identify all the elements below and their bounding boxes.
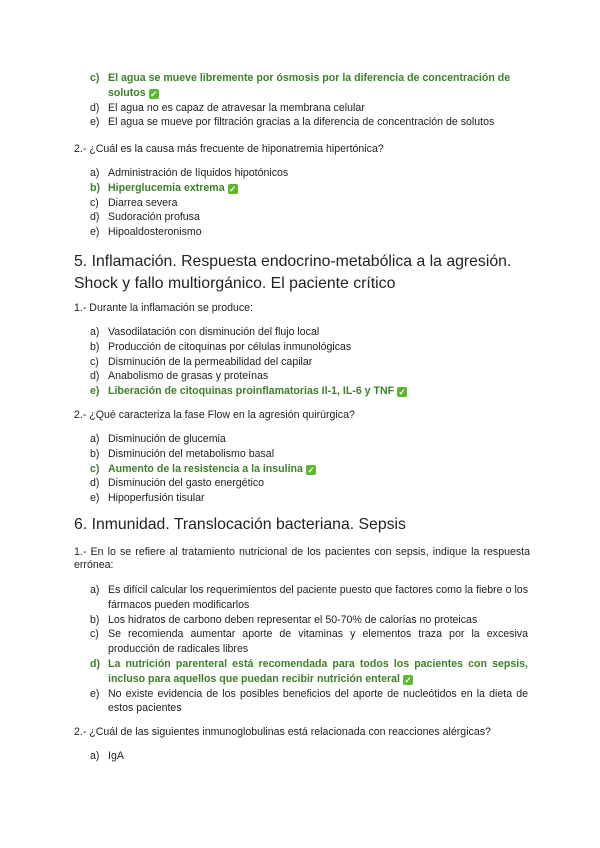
option-letter: c)	[90, 628, 99, 641]
section-5-title: 5. Inflamación. Respuesta endocrino-metabólica a la agresión. Shock y fallo multiorgánico. El paciente crítico	[74, 253, 512, 292]
option-letter: e)	[90, 226, 100, 239]
option-text: Disminución del gasto energético	[108, 477, 265, 490]
option-text: La nutrición parenteral está recomendada para todos los pacientes con sepsis, incluso para aquellos que puedan recibir nutrición enteral	[108, 657, 528, 685]
answer-option	[90, 225, 528, 240]
option-text: Se recomienda aumentar aporte de vitaminas y elementos traza por la excesiva producción de radicales libres	[108, 628, 528, 656]
option-text: Disminución de la permeabilidad del capilar	[108, 355, 313, 368]
answer-option	[90, 181, 528, 196]
check-mark-icon: ✓	[404, 674, 412, 685]
option-text: Hipoaldosteronismo	[108, 226, 202, 239]
option-letter: c)	[90, 355, 99, 368]
option-letter: a)	[90, 433, 100, 445]
option-text: Liberación de citoquinas proinflamatorias Il-1, IL-6 y TNF	[108, 385, 395, 398]
answer-option	[90, 476, 528, 491]
option-letter: d)	[90, 370, 100, 383]
option-text: Hiperglucemia extrema	[108, 181, 225, 194]
option-letter: a)	[90, 326, 100, 338]
option-text: Hipoperfusión tisular	[108, 492, 205, 505]
check-mark-icon: ✓	[229, 183, 237, 194]
option-text: Los hidratos de carbono deben representar el 50-70% de calorías no proteicas	[108, 613, 478, 626]
answer-option	[90, 325, 528, 340]
option-text: Vasodilatación con disminución del flujo local	[108, 326, 320, 338]
option-letter: a)	[90, 167, 100, 179]
option-text: El agua no es capaz de atravesar la membrana celular	[108, 101, 365, 114]
question-fase-flow: 2.- ¿Qué caracteriza la fase Flow en la agresión quirúrgica?	[74, 409, 355, 421]
option-letter: e)	[90, 687, 100, 700]
option-letter: c)	[90, 196, 99, 209]
option-letter: e)	[90, 492, 100, 505]
option-text: Disminución del metabolismo basal	[108, 447, 275, 460]
option-text: El agua se mueve libremente por ósmosis por la diferencia de concentración de solutos	[108, 72, 511, 99]
option-letter: c)	[90, 462, 100, 475]
option-letter: d)	[90, 657, 100, 670]
answer-option	[90, 196, 528, 211]
answer-option	[90, 687, 528, 717]
option-text: Producción de citoquinas por células inmunológicas	[108, 340, 352, 353]
answer-option	[90, 384, 528, 399]
option-text: No existe evidencia de los posibles beneficios del aporte de nucleótidos en la dieta de estos pacientes	[108, 687, 528, 715]
question-inflamacion: 1.- Durante la inflamación se produce:	[74, 302, 254, 314]
option-letter: b)	[90, 613, 100, 626]
check-mark-icon: ✓	[398, 387, 406, 398]
answer-option	[90, 432, 528, 447]
answer-option	[90, 462, 528, 477]
option-text: Diarrea severa	[108, 196, 178, 209]
answer-option	[90, 166, 528, 181]
option-letter: b)	[90, 447, 100, 460]
hiponatremia-options	[90, 166, 528, 240]
option-text: El agua se mueve por filtración gracias a la diferencia de concentración de solutos	[108, 116, 495, 129]
block1-options	[90, 71, 528, 130]
answer-option	[90, 369, 528, 384]
answer-option	[90, 749, 528, 764]
option-letter: c)	[90, 72, 100, 84]
option-text: Es difícil calcular los requerimientos del paciente puesto que factores como la fiebre o los fármacos pueden modificarlos	[108, 584, 528, 611]
question-sepsis: 1.- En lo se refiere al tratamiento nutricional de los pacientes con sepsis, indique la respuesta errónea:	[74, 546, 530, 571]
inmunoglobulinas-options	[90, 749, 528, 764]
check-mark-icon: ✓	[307, 464, 315, 475]
option-letter: b)	[90, 181, 100, 194]
option-letter: e)	[90, 116, 100, 129]
option-letter: e)	[90, 385, 100, 398]
answer-option	[90, 115, 528, 130]
section-6-title: 6. Inmunidad. Translocación bacteriana. Sepsis	[74, 516, 406, 533]
option-text: Aumento de la resistencia a la insulina	[108, 462, 303, 475]
option-letter: d)	[90, 211, 100, 224]
answer-option	[90, 657, 528, 687]
option-text: Sudoración profusa	[108, 211, 200, 224]
sepsis-options	[90, 583, 528, 716]
answer-option	[90, 447, 528, 462]
answer-option	[90, 355, 528, 370]
answer-option	[90, 627, 528, 657]
option-text: Anabolismo de grasas y proteínas	[108, 370, 269, 383]
answer-option	[90, 101, 528, 116]
option-letter: d)	[90, 477, 100, 490]
answer-option	[90, 491, 528, 506]
question-inmunoglobulinas: 2.- ¿Cuál de las siguientes inmunoglobulinas está relacionada con reacciones alérgicas?	[74, 726, 491, 738]
check-mark-icon: ✓	[150, 88, 158, 99]
question-hiponatremia: 2.- ¿Cuál es la causa más frecuente de hiponatremia hipertónica?	[74, 143, 384, 155]
option-letter: d)	[90, 101, 100, 114]
option-letter: b)	[90, 340, 100, 353]
option-text: IgA	[108, 750, 124, 762]
answer-option	[90, 583, 528, 613]
fase-flow-options	[90, 432, 528, 506]
answer-option	[90, 340, 528, 355]
option-text: Disminución de glucemia	[108, 433, 226, 445]
option-text: Administración de líquidos hipotónicos	[108, 167, 289, 179]
answer-option	[90, 71, 528, 101]
option-letter: a)	[90, 584, 100, 596]
answer-option	[90, 210, 528, 225]
inflamacion-options	[90, 325, 528, 399]
answer-option	[90, 613, 528, 628]
option-letter: a)	[90, 750, 100, 762]
